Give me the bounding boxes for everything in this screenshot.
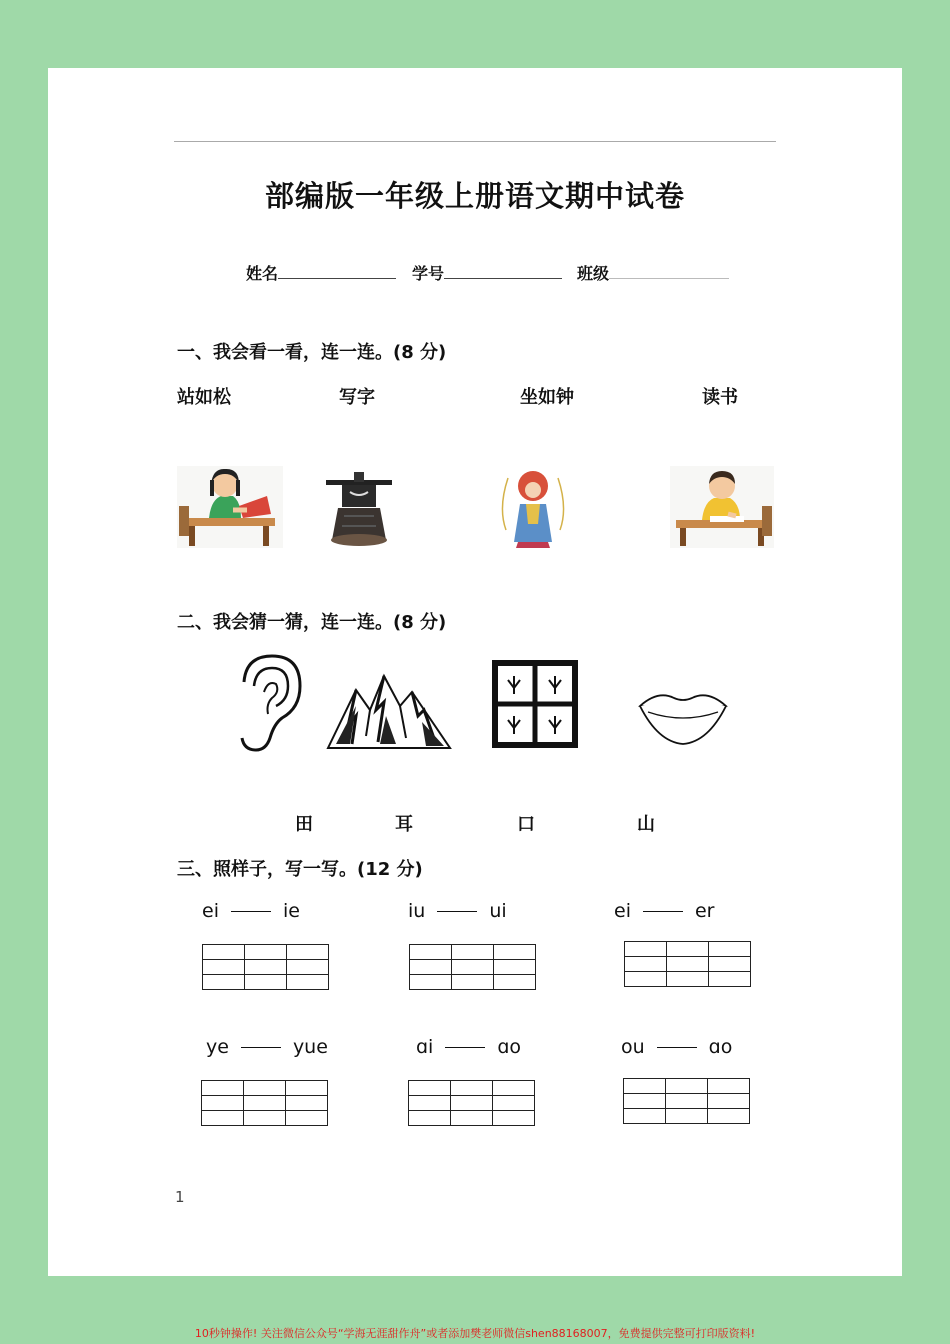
pinyin-a: ei: [202, 900, 219, 922]
class-label: 班级: [577, 264, 610, 283]
name-blank[interactable]: [278, 264, 396, 279]
char-tian: 田: [295, 814, 313, 835]
writing-grid-1[interactable]: [202, 944, 329, 990]
pinyin-pair-5: [416, 1036, 521, 1058]
field-picture: [492, 660, 578, 748]
bell-picture: [324, 468, 394, 548]
mouth-picture: [638, 688, 728, 748]
pinyin-b: ɑo: [708, 1036, 733, 1058]
dash: [437, 911, 477, 912]
id-field: [412, 261, 562, 284]
name-field: [246, 261, 396, 284]
pinyin-pair-1: [202, 900, 300, 922]
char-shan: 山: [637, 814, 655, 835]
id-label: 学号: [412, 264, 445, 283]
pinyin-pair-2: [408, 900, 507, 922]
word-zhan-ru-song: 站如松: [177, 387, 231, 408]
ear-picture: [224, 652, 308, 754]
top-rule: [174, 141, 776, 142]
writing-grid-3[interactable]: [624, 941, 751, 987]
pinyin-b: ɑo: [497, 1036, 522, 1058]
pinyin-a: ye: [206, 1036, 229, 1058]
pinyin-a: iu: [408, 900, 426, 922]
section2-heading: 二、我会猜一猜，连一连。(8 分): [177, 612, 447, 633]
section3-heading: 三、照样子，写一写。(12 分): [177, 859, 423, 880]
pinyin-b: yue: [292, 1036, 328, 1058]
opera-figure-picture: [496, 468, 570, 550]
dash: [643, 911, 683, 912]
dash: [241, 1047, 281, 1048]
section1-heading: 一、我会看一看，连一连。(8 分): [177, 342, 447, 363]
char-er: 耳: [395, 814, 413, 835]
pinyin-pair-6: [621, 1036, 732, 1058]
pinyin-b: ui: [489, 900, 507, 922]
pinyin-a: ɑi: [416, 1036, 434, 1058]
class-blank[interactable]: [609, 264, 729, 279]
writing-grid-6[interactable]: [623, 1078, 750, 1124]
word-xie-zi: 写字: [339, 387, 375, 408]
word-zuo-ru-zhong: 坐如钟: [520, 387, 574, 408]
reading-girl-picture: [177, 466, 283, 548]
pinyin-pair-3: [614, 900, 714, 922]
writing-boy-picture: [670, 466, 774, 548]
footer-notice: 10秒钟操作! 关注微信公众号“学海无涯甜作舟”或者添加樊老师微信shen88168007，免费提供完整可打印版资料!: [194, 1327, 756, 1340]
dash: [231, 911, 271, 912]
exam-sheet: [48, 68, 902, 1276]
pinyin-a: ei: [614, 900, 631, 922]
dash: [657, 1047, 697, 1048]
writing-grid-2[interactable]: [409, 944, 536, 990]
pinyin-a: ou: [621, 1036, 645, 1058]
char-kou: 口: [517, 814, 535, 835]
pinyin-b: ie: [282, 900, 300, 922]
mountain-picture: [326, 666, 452, 750]
name-label: 姓名: [246, 264, 279, 283]
pinyin-b: er: [694, 900, 715, 922]
writing-grid-4[interactable]: [201, 1080, 328, 1126]
writing-grid-5[interactable]: [408, 1080, 535, 1126]
page-number: 1: [175, 1188, 185, 1206]
id-blank[interactable]: [444, 264, 562, 279]
class-field: [577, 261, 729, 284]
page-title: 部编版一年级上册语文期中试卷: [264, 179, 685, 213]
pinyin-pair-4: [206, 1036, 328, 1058]
dash: [445, 1047, 485, 1048]
word-du-shu: 读书: [702, 387, 738, 408]
